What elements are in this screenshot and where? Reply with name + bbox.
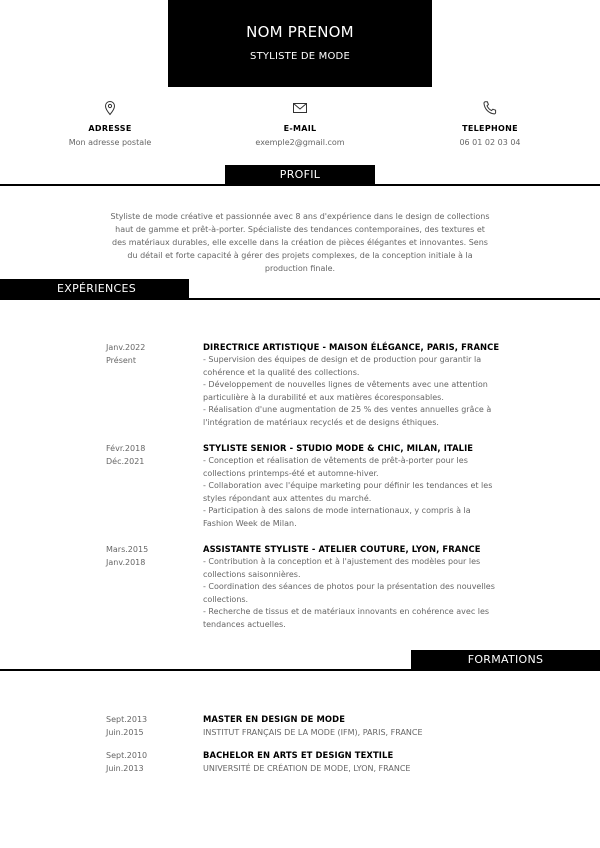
person-name: NOM PRENOM (246, 23, 354, 41)
contact-address-value: Mon adresse postale (68, 138, 152, 147)
experience-dates (106, 341, 196, 367)
experience-title: STYLISTE SENIOR - STUDIO MODE & CHIC, MILAN, ITALIE (203, 443, 474, 453)
experience-title: DIRECTRICE ARTISTIQUE - MAISON ÉLÉGANCE, PARIS, FRANCE (203, 342, 500, 352)
experience-start-date: Mars.2015 (106, 545, 149, 554)
header-banner (168, 0, 432, 87)
contact-phone-label: TELEPHONE (462, 124, 518, 133)
formation-end-date: Juin.2013 (106, 764, 144, 773)
experience-bullet: - Coordination des séances de photos pour la présentation des nouvelles collections. (203, 582, 495, 604)
profile-text: Styliste de mode créative et passionnée avec 8 ans d'expérience dans le design de collections haut de gamme et prêt-à-porter. Spécialiste des tendances contemporaines, des textures et des matériaux durables, elle excelle dans la création de pièces élégantes et innovantes. Sens du détail et forte capacité à gérer des projets complexes, de la conception initiale à la production finale. (110, 212, 490, 273)
formation-content (203, 713, 495, 739)
contact-email-label: E-MAIL (283, 124, 317, 133)
experience-dates (106, 442, 196, 468)
envelope-icon (292, 100, 308, 116)
contact-phone-value[interactable]: 06 01 02 03 04 (459, 138, 521, 147)
formation-content (203, 749, 495, 775)
experience-content (203, 543, 495, 632)
experience-bullet: - Recherche de tissus et de matériaux innovants en cohérence avec les tendances actuelles. (203, 607, 490, 629)
formation-start-date: Sept.2010 (106, 751, 148, 760)
experience-dates (106, 543, 196, 569)
experience-bullet: - Collaboration avec l'équipe marketing pour définir les tendances et les styles répondant aux attentes du marché. (203, 481, 493, 503)
formation-start-date: Sept.2013 (106, 715, 148, 724)
job-title: STYLISTE DE MODE (250, 51, 350, 62)
experience-end-date: Janv.2018 (106, 558, 146, 567)
formation-school: INSTITUT FRANÇAIS DE LA MODE (IFM), PARIS, FRANCE (203, 728, 423, 737)
contact-phone (390, 100, 590, 147)
experience-content (203, 341, 500, 430)
contact-address (10, 100, 210, 147)
formation-title: MASTER EN DESIGN DE MODE (203, 714, 346, 724)
contact-email-value[interactable]: exemple2@gmail.com (255, 138, 345, 147)
experience-end-date: Présent (106, 356, 137, 365)
contact-address-label: ADRESSE (88, 124, 132, 133)
experience-bullet: - Réalisation d'une augmentation de 25 % des ventes annuelles grâce à l'intégration de matériaux recyclés et de designs éthiques. (203, 405, 492, 427)
experience-bullet: - Supervision des équipes de design et de production pour garantir la cohérence et la qualité des collections. (203, 355, 482, 377)
experience-bullet: - Participation à des salons de mode internationaux, y compris à la Fashion Week de Milan. (203, 506, 471, 528)
formations-heading: FORMATIONS (411, 650, 600, 670)
formation-title: BACHELOR EN ARTS ET DESIGN TEXTILE (203, 750, 394, 760)
phone-icon (482, 100, 498, 116)
experience-start-date: Févr.2018 (106, 444, 146, 453)
experience-bullet: - Conception et réalisation de vêtements de prêt-à-porter pour les collections printemps-été et automne-hiver. (203, 456, 468, 478)
contact-email (200, 100, 400, 147)
profile-heading: PROFIL (225, 165, 375, 185)
experiences-heading: EXPÉRIENCES (0, 279, 189, 299)
experience-bullet: - Développement de nouvelles lignes de vêtements avec une attention particulière à la durabilité et aux matières écoresponsables. (203, 380, 488, 402)
formation-dates (106, 749, 196, 775)
experience-bullet: - Contribution à la conception et à l'ajustement des modèles pour les collections saisonnières. (203, 557, 481, 579)
formation-dates (106, 713, 196, 739)
experience-content (203, 442, 495, 531)
formation-school: UNIVERSITÉ DE CRÉATION DE MODE, LYON, FRANCE (203, 764, 411, 773)
experience-start-date: Janv.2022 (106, 343, 146, 352)
location-pin-icon (102, 100, 118, 116)
experience-title: ASSISTANTE STYLISTE - ATELIER COUTURE, LYON, FRANCE (203, 544, 481, 554)
experience-end-date: Déc.2021 (106, 457, 145, 466)
formation-end-date: Juin.2015 (106, 728, 144, 737)
